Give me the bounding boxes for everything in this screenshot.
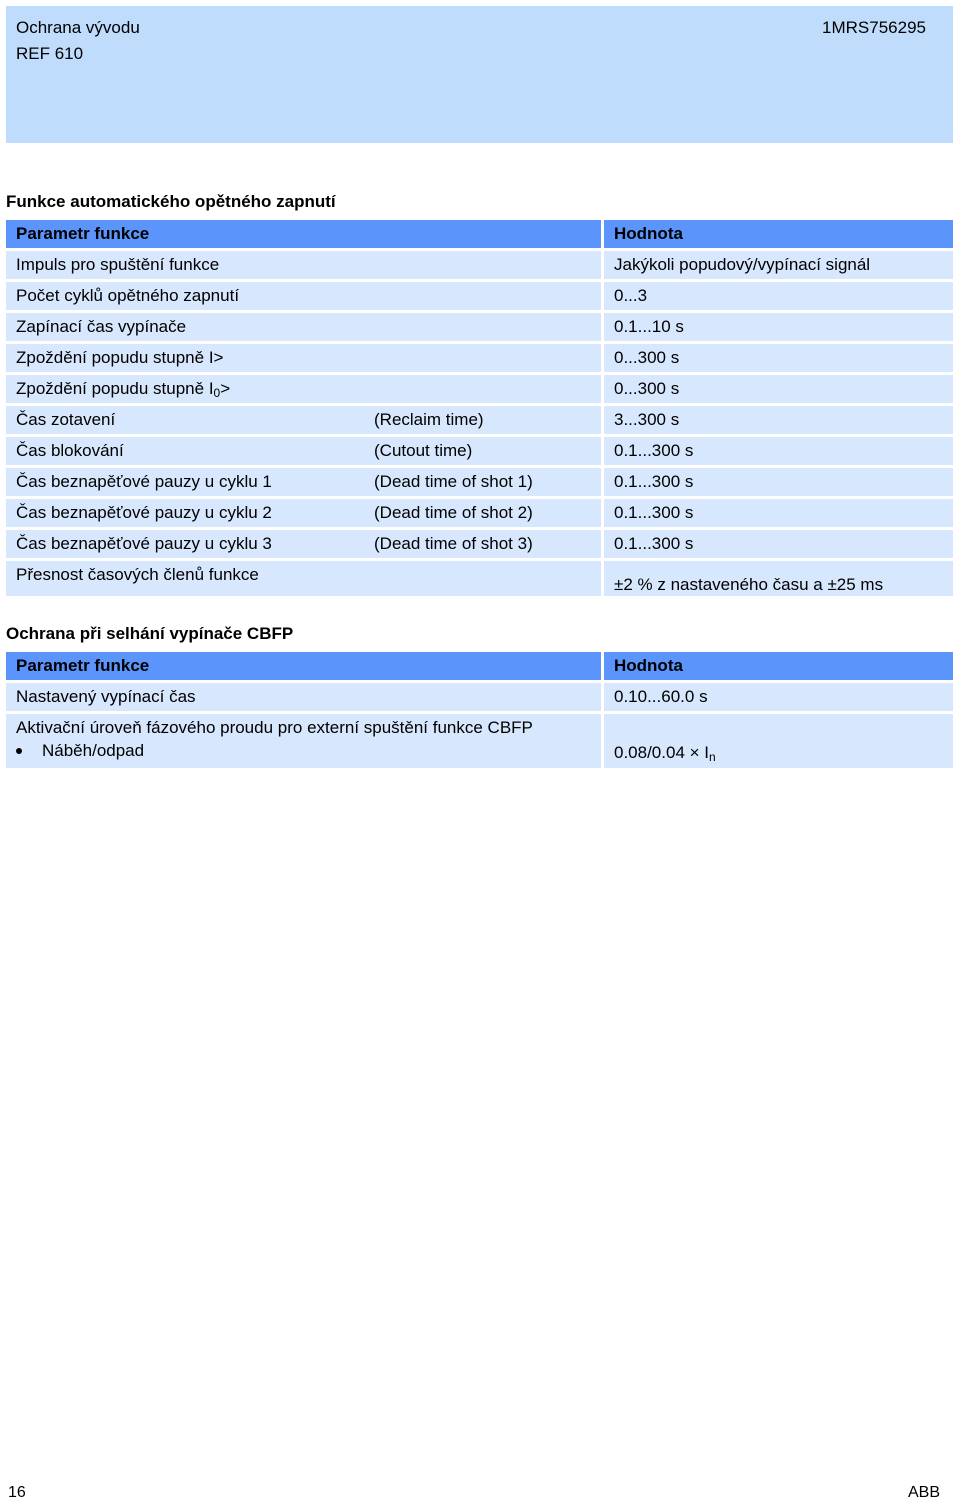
param-subscript: 0 — [213, 385, 221, 400]
param-cell: Čas beznapěťové pauzy u cyklu 2 — [6, 499, 364, 530]
value-cell: 0.1...300 s — [601, 499, 953, 530]
header-doc-id: 1MRS756295 — [822, 18, 926, 37]
param-cell: Čas beznapěťové pauzy u cyklu 3 — [6, 530, 364, 561]
param-cell: Čas blokování — [6, 437, 364, 468]
table-row — [6, 251, 953, 282]
autoreclose-table — [6, 220, 953, 599]
value-subscript: n — [709, 750, 716, 764]
bullet-text: Náběh/odpad — [42, 741, 145, 760]
value-cell: 0.1...300 s — [601, 437, 953, 468]
param-cell — [6, 375, 364, 406]
value-cell: Jakýkoli popudový/vypínací signál — [601, 251, 953, 282]
table-row — [6, 683, 953, 714]
param-suffix: > — [220, 378, 231, 398]
header-param: Parametr funkce — [6, 220, 601, 251]
section-title-autoreclose: Funkce automatického opětného zapnutí — [6, 192, 336, 211]
bullet-item — [16, 741, 601, 761]
note-cell — [364, 251, 601, 282]
table-row — [6, 437, 953, 468]
param-cell: Nastavený vypínací čas — [6, 683, 601, 714]
value-cell: 0...300 s — [601, 344, 953, 375]
value-cell: 0.1...300 s — [601, 468, 953, 499]
param-text: Aktivační úroveň fázového proudu pro externí spuštění funkce CBFP — [16, 718, 533, 737]
value-cell: 0.1...300 s — [601, 530, 953, 561]
table-row — [6, 282, 953, 313]
param-cell: Počet cyklů opětného zapnutí — [6, 282, 364, 313]
bullet-icon — [16, 748, 22, 754]
value-text: 0.08/0.04 × I — [614, 743, 709, 762]
table-row — [6, 714, 953, 771]
header-title: Ochrana vývodu — [16, 18, 140, 37]
table-header-row — [6, 220, 953, 251]
note-cell: (Reclaim time) — [364, 406, 601, 437]
param-cell: Impuls pro spuštění funkce — [6, 251, 364, 282]
note-cell: (Dead time of shot 1) — [364, 468, 601, 499]
page-number: 16 — [8, 1484, 26, 1501]
header-model: REF 610 — [16, 44, 84, 63]
cbfp-table — [6, 652, 953, 771]
note-cell: (Dead time of shot 3) — [364, 530, 601, 561]
param-text: Zpoždění popudu stupně I — [16, 378, 214, 398]
param-cell: Zpoždění popudu stupně I> — [6, 344, 364, 375]
param-cell: Čas zotavení — [6, 406, 364, 437]
note-cell: (Dead time of shot 2) — [364, 499, 601, 530]
value-cell: 0.1...10 s — [601, 313, 953, 344]
section-title-cbfp: Ochrana při selhání vypínače CBFP — [6, 624, 294, 643]
footer-brand: ABB — [907, 1484, 940, 1501]
value-cell: 3...300 s — [601, 406, 953, 437]
header-value: Hodnota — [601, 652, 953, 683]
value-cell — [601, 714, 953, 771]
note-cell — [364, 313, 601, 344]
param-cell: Zapínací čas vypínače — [6, 313, 364, 344]
note-cell — [364, 282, 601, 313]
param-cell: Přesnost časových členů funkce — [6, 561, 364, 599]
note-cell — [364, 344, 601, 375]
table-header-row — [6, 652, 953, 683]
value-cell: 0...3 — [601, 282, 953, 313]
header-param: Parametr funkce — [6, 652, 601, 683]
note-cell — [364, 561, 601, 599]
table-row — [6, 313, 953, 344]
page-header — [6, 6, 953, 143]
table-row — [6, 344, 953, 375]
param-cell — [6, 714, 601, 771]
table-row — [6, 561, 953, 599]
header-value: Hodnota — [601, 220, 953, 251]
value-cell: ±2 % z nastaveného času a ±25 ms — [601, 561, 953, 599]
table-row — [6, 406, 953, 437]
note-cell: (Cutout time) — [364, 437, 601, 468]
table-row — [6, 375, 953, 406]
table-row — [6, 468, 953, 499]
note-cell — [364, 375, 601, 406]
table-row — [6, 530, 953, 561]
value-cell: 0.10...60.0 s — [601, 683, 953, 714]
value-cell: 0...300 s — [601, 375, 953, 406]
param-cell: Čas beznapěťové pauzy u cyklu 1 — [6, 468, 364, 499]
table-row — [6, 499, 953, 530]
